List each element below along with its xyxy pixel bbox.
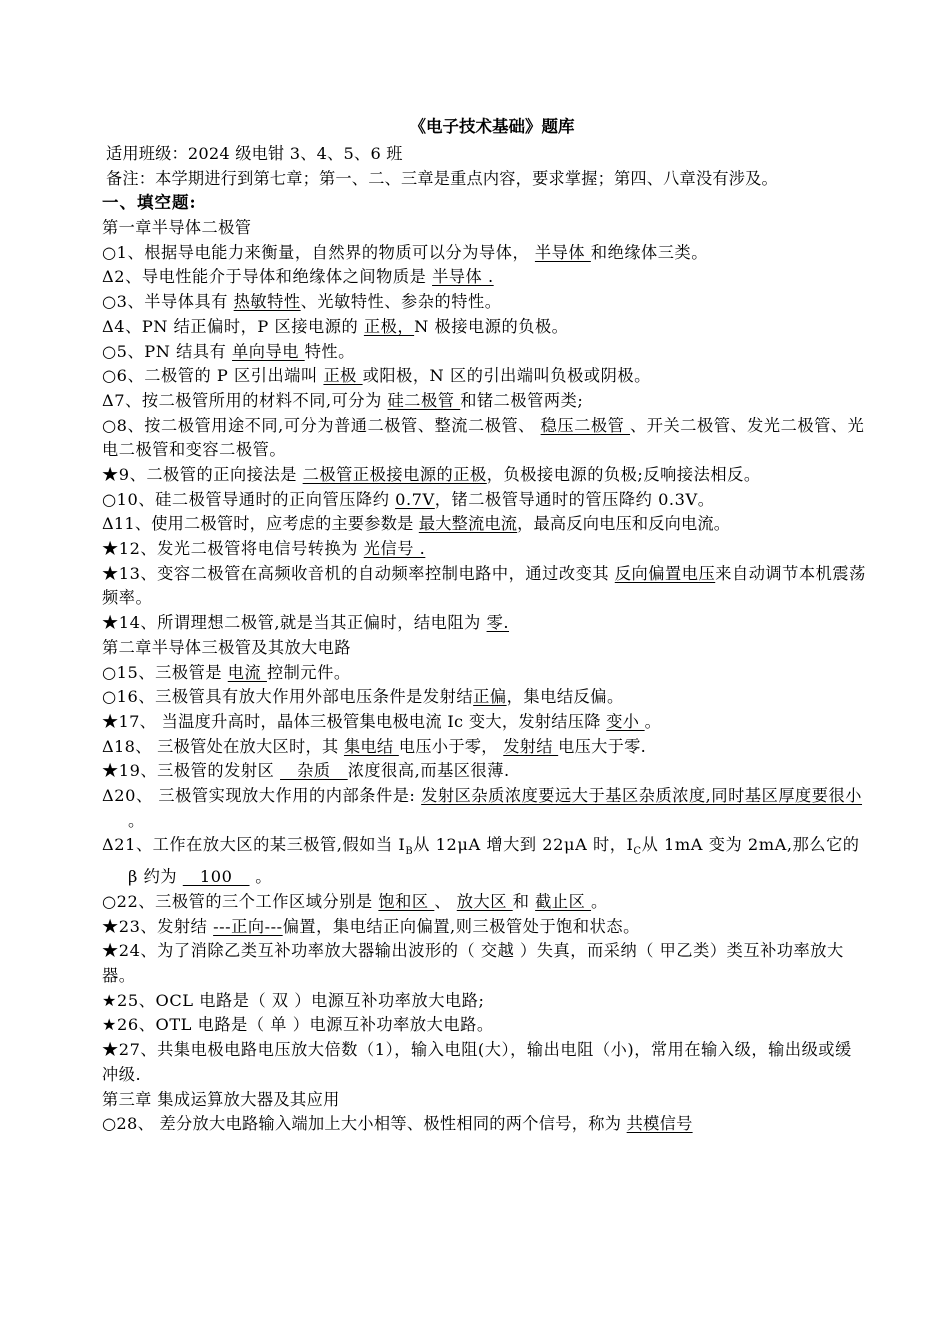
section-heading: 一、填空题: [102,193,197,213]
question-2: Δ2、导电性能介于导体和绝缘体之间物质是 半导体 . [102,267,494,287]
answer: 半导体 . [432,267,494,287]
question-27: ★27、共集电极电路电压放大倍数（1），输入电阻(大），输出电阻（小)，常用在输入级，输出级或缓冲级. [102,1040,852,1084]
answer: 二极管正极接电源的正极 [302,464,487,484]
question-14: ★14、所谓理想二极管,就是当其正偏时，结电阻为 零. [102,613,510,633]
question-7: Δ7、按二极管所用的材料不同,可分为 硅二极管 和锗二极管两类; [102,390,584,410]
answer: 饱和区 [378,892,435,911]
question-21: Δ21、工作在放大区的某三极管,假如当 $I_B$从 12μA 增大到 22μA 时，$I_C$从 1mA 变为 2mA,那么它的 β 约为 100 。 [102,835,860,887]
question-28: ○28、 差分放大电路输入端加上大小相等、极性相同的两个信号，称为 共模信号 [102,1114,693,1134]
answer: 截止区 [535,892,592,911]
question-18: Δ18、 三极管处在放大区时，其 集电结 电压小于零， 发射结 电压大于零. [102,736,647,756]
question-6: ○6、二极管的 P 区引出端叫 正极 或阳极，N 区的引出端叫负极或阴极。 [102,366,651,386]
question-19: ★19、三极管的发射区 杂质 浓度很高,而基区很薄. [102,761,510,781]
chapter-heading: 第一章半导体二极管 [102,218,252,238]
answer: 正偏 [473,687,507,707]
question-13: ★13、变容二极管在高频收音机的自动频率控制电路中，通过改变其 反向偏置电压来自动调节本机震荡频率。 [102,563,866,608]
answer: 反向偏置电压 [614,563,716,583]
question-4: Δ4、PN 结正偏时，P 区接电源的 正极，N 极接电源的负极。 [102,316,569,336]
answer: 最大整流电流 [418,514,518,534]
applicable-classes: 适用班级：2024 级电钳 3、4、5、6 班 [106,144,403,163]
answer: 100 [182,867,250,887]
question-8: ○8、按二极管用途不同,可分为普通二极管、整流二极管、 稳压二极管 、开关二极管、发光二极管、光电二极管和变容二极管。 [102,415,865,460]
question-9: ★9、二极管的正向接法是 二极管正极接电源的正极，负极接电源的负极;反响接法相反。 [102,464,761,484]
answer: 单向导电 [232,341,305,361]
question-20: Δ20、 三极管实现放大作用的内部条件是: 发射区杂质浓度要远大于基区杂质浓度,同时基区厚度要很小 。 [102,785,863,830]
question-12: ★12、发光二极管将电信号转换为 光信号 . [102,539,426,559]
answer: 正极 [323,366,363,386]
answer: 0.7V [395,489,435,509]
answer: 电流 [227,662,267,682]
question-26: ★26、OTL 电路是（ 单 ）电源互补功率放大电路。 [102,1015,494,1035]
question-1: ○1、根据导电能力来衡量，自然界的物质可以分为导体， 半导体 和绝缘体三类。 [102,242,709,262]
answer: 发射区杂质浓度要远大于基区杂质浓度,同时基区厚度要很小 [421,785,863,805]
question-17: ★17、 当温度升高时，晶体三极管集电极电流 Ic 变大，发射结压降 变小 。 [102,711,662,731]
answer: 正极， [363,316,415,336]
answer: 集电结 [343,736,399,756]
question-22: ○22、三极管的三个工作区域分别是 饱和区 、 放大区 和 截止区 。 [102,892,608,911]
question-23: ★23、发射结 ---正向---偏置，集电结正向偏置,则三极管处于饱和状态。 [102,916,640,936]
answer: 热敏特性 [233,292,301,312]
answer: ---正向--- [213,916,283,936]
answer: 放大区 [456,892,513,911]
question-10: ○10、硅二极管导通时的正向管压降约 0.7V，锗二极管导通时的管压降约 0.3V。 [102,489,715,509]
answer: 半导体 [534,242,591,262]
document-title: 《电子技术基础》题库 [409,117,575,136]
answer: 杂质 [280,761,348,781]
question-3: ○3、半导体具有 热敏特性、光敏特性、参杂的特性。 [102,292,502,312]
question-5: ○5、PN 结具有 单向导电 特性。 [102,341,355,361]
question-24: ★24、为了消除乙类互补功率放大器输出波形的（ 交越 ）失真，而采纳（ 甲乙类）类互补功率放大器。 [102,941,844,986]
answer: 稳压二极管 [540,415,631,435]
answer: 零. [486,613,510,633]
answer: 变小 [606,711,645,731]
answer: 光信号 . [363,539,426,559]
answer: 发射结 [503,736,559,756]
remark: 备注：本学期进行到第七章；第一、二、三章是重点内容，要求掌握；第四、八章没有涉及。 [106,168,778,188]
chapter-heading: 第二章半导体三极管及其放大电路 [102,637,351,657]
question-15: ○15、三极管是 电流 控制元件。 [102,662,351,682]
answer: 共模信号 [626,1114,693,1134]
question-11: Δ11、使用二极管时，应考虑的主要参数是 最大整流电流，最高反向电压和反向电流。 [102,514,731,534]
question-25: ★25、OCL 电路是（ 双 ）电源互补功率放大电路; [102,990,485,1010]
answer: 硅二极管 [387,390,461,410]
question-16: ○16、三极管具有放大作用外部电压条件是发射结正偏，集电结反偏。 [102,687,624,707]
chapter-heading: 第三章 集成运算放大器及其应用 [102,1089,340,1109]
